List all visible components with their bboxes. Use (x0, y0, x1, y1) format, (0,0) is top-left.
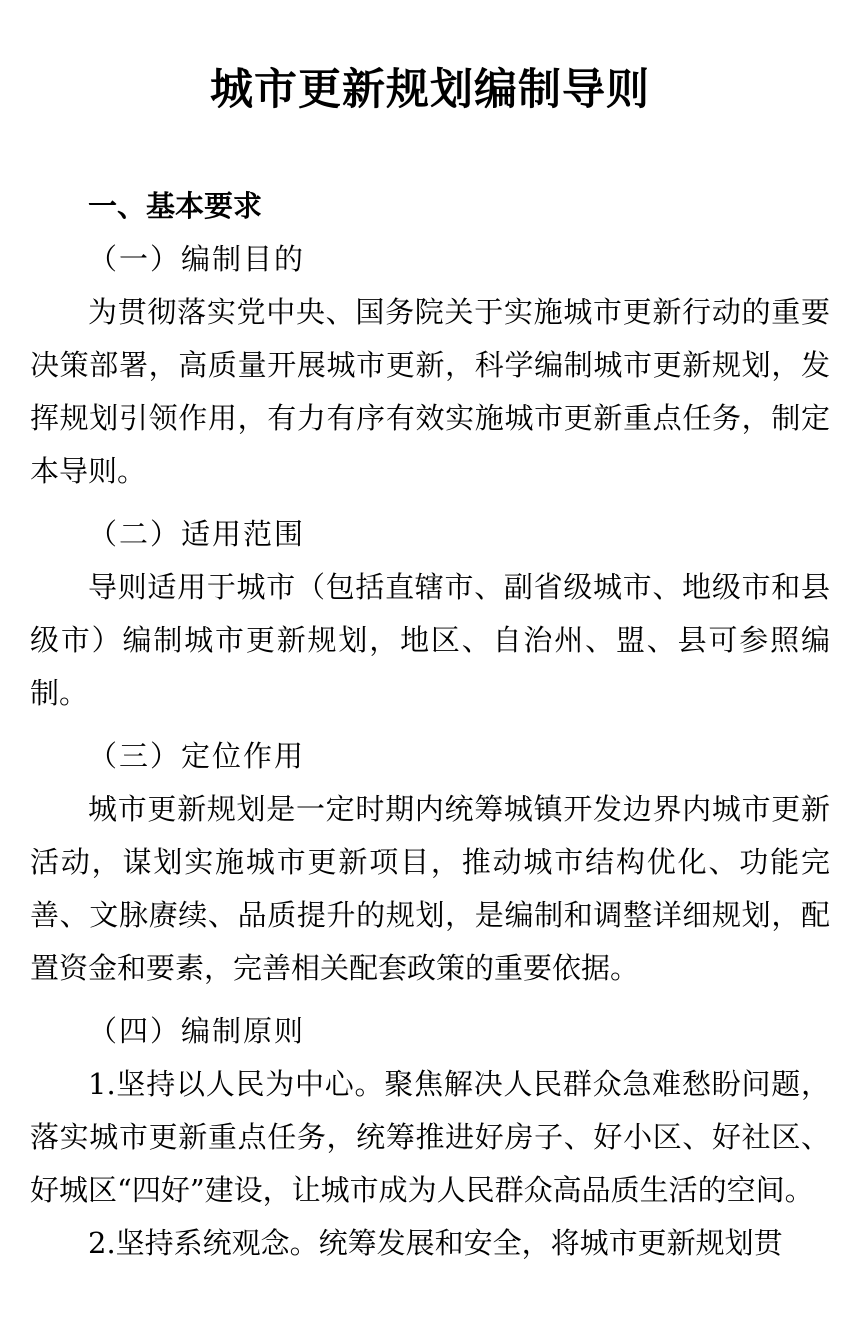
paragraph: 为贯彻落实党中央、国务院关于实施城市更新行动的重要决策部署，高质量开展城市更新，科学编制城市更新规划，发挥规划引领作用，有力有序有效实施城市更新重点任务，制定本导则。 (30, 294, 830, 488)
section-applicable-scope (30, 508, 830, 720)
section-heading: （二）适用范围 (88, 516, 306, 551)
document-title: 城市更新规划编制导则 (210, 65, 650, 115)
paragraph: 导则适用于城市（包括直辖市、副省级城市、地级市和县级市）编制城市更新规划，地区、自治州、盟、县可参照编制。 (30, 569, 830, 710)
section-compilation-purpose (30, 233, 830, 498)
section-compilation-principles (30, 1005, 830, 1270)
paragraph: 城市更新规划是一定时期内统筹城镇开发边界内城市更新活动，谋划实施城市更新项目，推动城市结构优化、功能完善、文脉赓续、品质提升的规划，是编制和调整详细规划，配置资金和要素，完善相关配套政策的重要依据。 (30, 791, 830, 985)
section-heading: （一）编制目的 (88, 241, 306, 276)
section-positioning-role (30, 730, 830, 995)
paragraph-principle-1: 1.坚持以人民为中心。聚焦解决人民群众急难愁盼问题，落实城市更新重点任务，统筹推进好房子、好小区、好社区、好城区“四好”建设，让城市成为人民群众高品质生活的空间。 (30, 1066, 830, 1207)
chapter-heading: 一、基本要求 (88, 188, 263, 223)
paragraph-principle-2: 2.坚持系统观念。统筹发展和安全，将城市更新规划贯 (88, 1225, 783, 1260)
section-heading: （三）定位作用 (88, 738, 306, 773)
section-heading: （四）编制原则 (88, 1013, 306, 1048)
